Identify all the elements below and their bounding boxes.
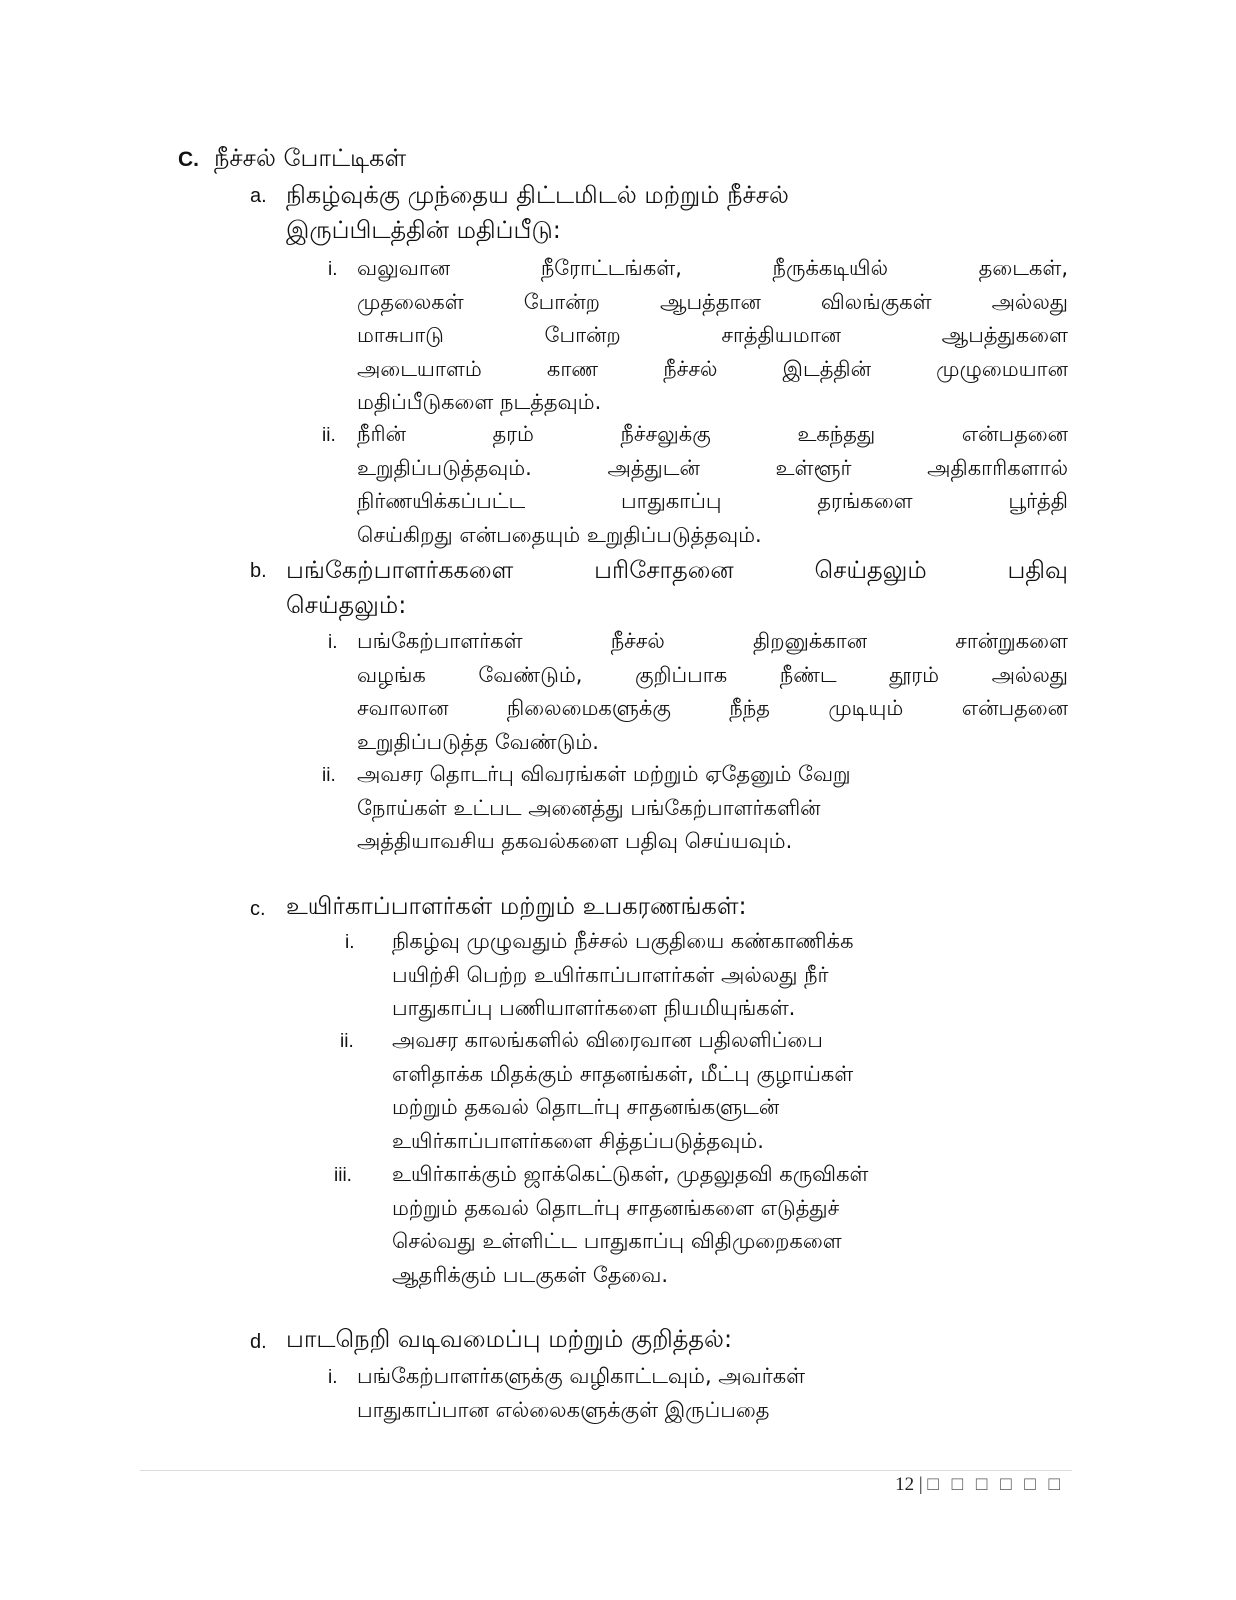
text-line: அத்தியாவசிய தகவல்களை பதிவு செய்யவும். [357,829,793,853]
text-line: பங்கேற்பாளர்களுக்கு வழிகாட்டவும், அவர்கள் [357,1364,806,1388]
item-b-sub-i-text [357,625,1068,759]
item-d-title-line: பாடநெறி வடிவமைப்பு மற்றும் குறித்தல்: [286,1325,733,1353]
text-line: உறுதிப்படுத்தவும். அத்துடன் உள்ளூர் அதிகாரிகளால் [357,455,1068,480]
item-c-title [286,889,747,924]
item-a-sub-i-marker: i. [328,259,338,280]
item-c-sub-iii-marker: iii. [334,1165,352,1186]
section-marker: C. [178,148,199,171]
item-d-sub-i-text [357,1360,805,1427]
footer-separator: | [918,1474,923,1495]
item-a-sub-ii-marker: ii. [322,425,336,446]
text-line: நிர்ணயிக்கப்பட்ட பாதுகாப்பு தரங்களை பூர்த்தி [357,489,1068,513]
text-line: பாதுகாப்பு பணியாளர்களை நியமியுங்கள். [392,996,796,1020]
text-line: உறுதிப்படுத்த வேண்டும். [357,729,599,754]
item-b-title [286,553,1068,623]
text-line: நோய்கள் உட்பட அனைத்து பங்கேற்பாளர்களின் [357,795,821,820]
text-line: ஆதரிக்கும் படகுகள் தேவை. [392,1262,669,1287]
item-c-sub-i-text [392,925,854,1026]
item-b-sub-ii-text [357,758,851,859]
item-c-sub-ii-marker: ii. [340,1031,354,1052]
text-line: முதலைகள் போன்ற ஆபத்தான விலங்குகள் அல்லது [357,289,1068,314]
item-c-title-line: உயிர்காப்பாளர்கள் மற்றும் உபகரணங்கள்: [286,892,747,920]
text-line: பயிற்சி பெற்ற உயிர்காப்பாளர்கள் அல்லது நீர் [392,962,829,987]
text-line: பங்கேற்பாளர்கள் நீச்சல் திறனுக்கான சான்றுகளை [357,629,1068,653]
text-line: வலுவான நீரோட்டங்கள், நீருக்கடியில் தடைகள், [357,256,1068,280]
item-c-sub-i-marker: i. [345,932,355,953]
text-line: செய்கிறது என்பதையும் உறுதிப்படுத்தவும். [357,522,762,547]
text-line: நிகழ்வு முழுவதும் நீச்சல் பகுதியை கண்காணிக்க [392,929,854,953]
item-a-title [286,178,789,248]
text-line: மற்றும் தகவல் தொடர்பு சாதனங்களுடன் [392,1095,780,1119]
item-c-sub-iii-text [392,1158,868,1292]
text-line: வழங்க வேண்டும், குறிப்பாக நீண்ட தூரம் அல்லது [357,662,1068,687]
item-d-sub-i-marker: i. [328,1367,338,1388]
text-line: எளிதாக்க மிதக்கும் சாதனங்கள், மீட்பு குழாய்கள் [392,1061,854,1086]
item-a-marker: a. [250,185,267,207]
item-b-title-line: பங்கேற்பாளர்ககளை பரிசோதனை செய்தலும் பதிவு [286,556,1068,584]
item-a-sub-ii-text [357,418,1068,552]
item-c-marker: c. [250,898,266,920]
item-b-marker: b. [250,560,267,582]
text-line: மதிப்பீடுகளை நடத்தவும். [357,390,602,414]
footer-divider [140,1470,1072,1471]
text-line: நீரின் தரம் நீச்சலுக்கு உகந்தது என்பதனை [357,422,1068,446]
text-line: அவசர காலங்களில் விரைவான பதிலளிப்பை [392,1028,823,1052]
text-line: உயிர்காக்கும் ஜாக்கெட்டுகள், முதலுதவி கருவிகள் [392,1162,869,1186]
section-title: நீச்சல் போட்டிகள் [214,144,407,172]
page-number: 12 [895,1474,915,1495]
text-line: பாதுகாப்பான எல்லைகளுக்குள் இருப்பதை [357,1397,770,1422]
item-c-sub-ii-text [392,1024,853,1158]
item-b-sub-ii-marker: ii. [322,765,336,786]
text-line: சவாலான நிலைமைகளுக்கு நீந்த முடியும் என்பதனை [357,696,1068,720]
item-a-title-line: இருப்பிடத்தின் மதிப்பீடு: [286,216,561,244]
text-line: மாசுபாடு போன்ற சாத்தியமான ஆபத்துகளை [357,323,1068,347]
item-d-marker: d. [250,1331,267,1353]
item-a-title-line: நிகழ்வுக்கு முந்தைய திட்டமிடல் மற்றும் நீச்சல் [286,181,789,209]
text-line: அடையாளம் காண நீச்சல் இடத்தின் முழுமையான [357,356,1068,381]
item-b-sub-i-marker: i. [328,632,338,653]
text-line: செல்வது உள்ளிட்ட பாதுகாப்பு விதிமுறைகளை [392,1229,842,1253]
item-b-title-line: செய்தலும்: [286,591,407,619]
item-d-title [286,1322,732,1357]
footer-label: □ □ □ □ □ □ [927,1474,1064,1495]
text-line: உயிர்காப்பாளர்களை சித்தப்படுத்தவும். [392,1128,764,1153]
text-line: மற்றும் தகவல் தொடர்பு சாதனங்களை எடுத்துச் [392,1195,840,1220]
text-line: அவசர தொடர்பு விவரங்கள் மற்றும் ஏதேனும் வேறு [357,762,851,786]
page-footer [895,1474,1064,1496]
item-a-sub-i-text [357,252,1068,420]
